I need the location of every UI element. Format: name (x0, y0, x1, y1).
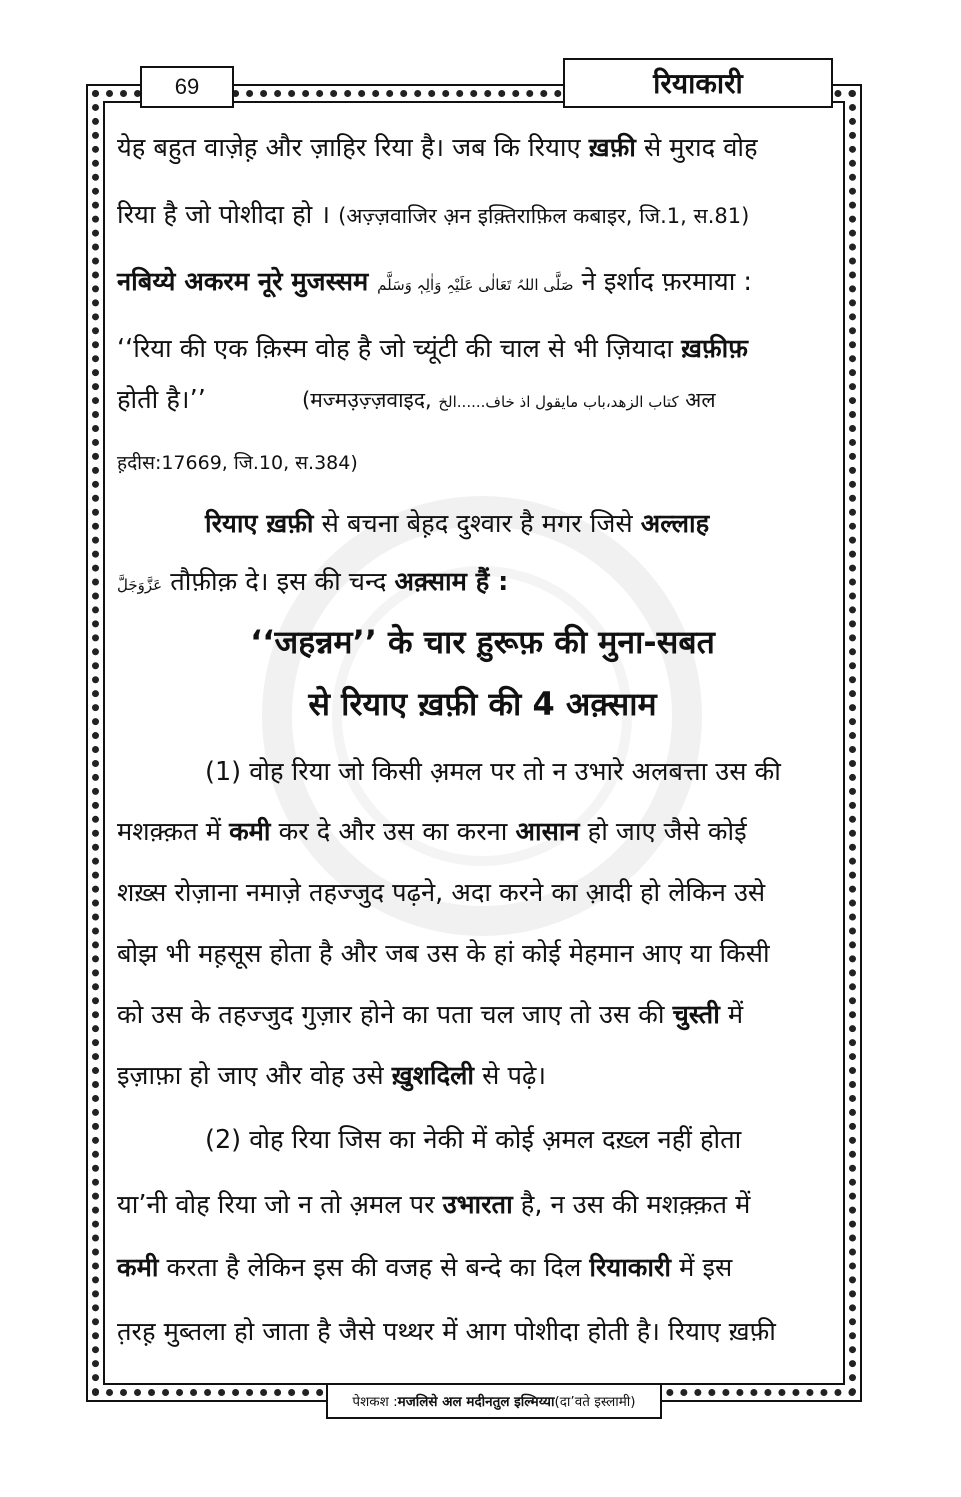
bold-term: नबिय्ये अकरम नूरे मुजस्सम (117, 267, 378, 297)
text-line-7 (117, 504, 848, 544)
text-segment: रिया है जो पोशीदा हो । (117, 200, 339, 230)
text-segment: से बचना बेह़द दुश्वार है मगर जिसे (313, 509, 641, 539)
bold-term: आसान (515, 817, 580, 847)
text-segment: कर दे और उस का करना (270, 817, 516, 847)
text-line-p1-2 (117, 812, 848, 852)
text-segment: ‘‘रिया की एक क़िस्म वोह है जो च्यूंटी की चाल से भी ज़ियादा (117, 334, 682, 364)
bold-term: कमी (117, 1253, 159, 1283)
text-line-p1-3: शख़्स रोज़ाना नमाज़े तहज्जुद पढ़ने, अदा करने का आ़दी हो लेकिन उसे (117, 878, 766, 908)
text-line-3 (117, 262, 848, 305)
bold-term: ख़फ़ी (588, 133, 636, 163)
text-segment: तौफ़ीक़ दे। इस की चन्द (162, 567, 395, 597)
bold-term: चुस्ती (672, 1000, 720, 1030)
text-line-4 (117, 329, 848, 369)
text-line-p2-1: (2) वोह रिया जिस का नेकी में कोई अ़मल दख़्ल नहीं होता (205, 1125, 742, 1155)
section-heading-line-1: ‘‘जहन्नम’’ के चार ह़ुरूफ़ की मुना-सबत (250, 623, 715, 661)
footer-organization: मजलिसे अल मदीनतुल इल्मिय्या (397, 1394, 555, 1410)
text-line-p1-1: (1) वोह रिया जो किसी अ़मल पर तो न उभारे अलबत्ता उस की (205, 757, 781, 787)
chapter-title: रियाकारी (563, 58, 833, 108)
text-line-p2-2 (117, 1185, 848, 1225)
citation: (अज़्ज़वाजिर अ़न इक़्तिराफ़िल कबाइर, जि.1, स.81) (338, 204, 750, 228)
text-segment: से पढ़े। (474, 1061, 546, 1091)
text-segment: या’नी वोह रिया जो न तो अ़मल पर (117, 1190, 443, 1220)
text-line-1 (117, 128, 848, 168)
text-segment: हो जाए जैसे कोई (579, 817, 747, 847)
text-line-2 (117, 195, 848, 236)
text-segment: येह बहुत वाज़ेह़ और ज़ाहिर रिया है। जब कि रियाए (117, 133, 589, 163)
bold-term: उभारता (442, 1190, 513, 1220)
text-segment: इज़ाफ़ा हो जाए और वोह उसे (117, 1061, 392, 1091)
text-line-5 (117, 380, 848, 420)
arabic-citation: کتاب الزھد،باب مایقول اذ خاف......الخ (438, 393, 679, 411)
text-line-8 (117, 562, 848, 605)
bold-term: अल्लाह (640, 509, 710, 539)
text-segment: करता है लेकिन इस की वजह से बन्दे का दिल (158, 1253, 590, 1283)
text-segment: में इस (671, 1253, 733, 1283)
text-segment: ने इर्शाद फ़रमाया : (573, 267, 753, 297)
citation-part: अल (678, 388, 716, 412)
footer-label: पेशकश : (352, 1394, 398, 1410)
text-line-p1-6 (117, 1056, 848, 1096)
text-line-p1-5 (117, 995, 848, 1035)
bold-term: अक़्साम हैं : (394, 567, 509, 597)
text-segment: में (719, 1000, 744, 1030)
bold-term: रियाकारी (589, 1253, 672, 1283)
footer-parenthetical: (दा’वते इस्लामी) (554, 1394, 636, 1410)
text-line-6: ह़दीस:17669, जि.10, स.384) (117, 452, 358, 474)
text-segment: है, न उस की मशक़्क़त में (512, 1190, 751, 1220)
text-line-p1-4: बोझ भी मह़सूस होता है और जब उस के हां कोई मेहमान आए या किसी (117, 939, 770, 969)
section-heading-line-2: से रियाए ख़फ़ी की 4 अक़्साम (308, 685, 657, 723)
bold-term: ख़ुशदिली (391, 1061, 475, 1091)
citation-part: (मज्मउ़ज़्ज़वाइद, (302, 388, 439, 412)
text-segment: को उस के तहज्जुद गुज़ार होने का पता चल जाए तो उस की (117, 1000, 673, 1030)
text-segment: मशक़्क़त में (117, 817, 230, 847)
arabic-honorific: عَزَّوَجَلَّ (117, 576, 163, 594)
bold-term: ख़फ़ीफ़ (681, 334, 748, 364)
publisher-footer (326, 1383, 662, 1419)
citation (302, 380, 716, 422)
page-number: 69 (140, 66, 234, 108)
text-line-p2-4: त़रह़ मुब्तला हो जाता है जैसे पथ्थर में आग पोशीदा होती है। रियाए ख़फ़ी (117, 1317, 776, 1347)
bold-term: कमी (229, 817, 271, 847)
bold-term: रियाए ख़फ़ी (205, 509, 314, 539)
text-segment: होती है।’’ (117, 385, 206, 415)
text-line-p2-3 (117, 1248, 848, 1288)
arabic-salutation: صَلَّی اللہُ تَعَالٰی عَلَیْہِ وَاٰلِہٖ وَسَلَّم (377, 276, 574, 294)
text-segment: से मुराद वोह (635, 133, 758, 163)
